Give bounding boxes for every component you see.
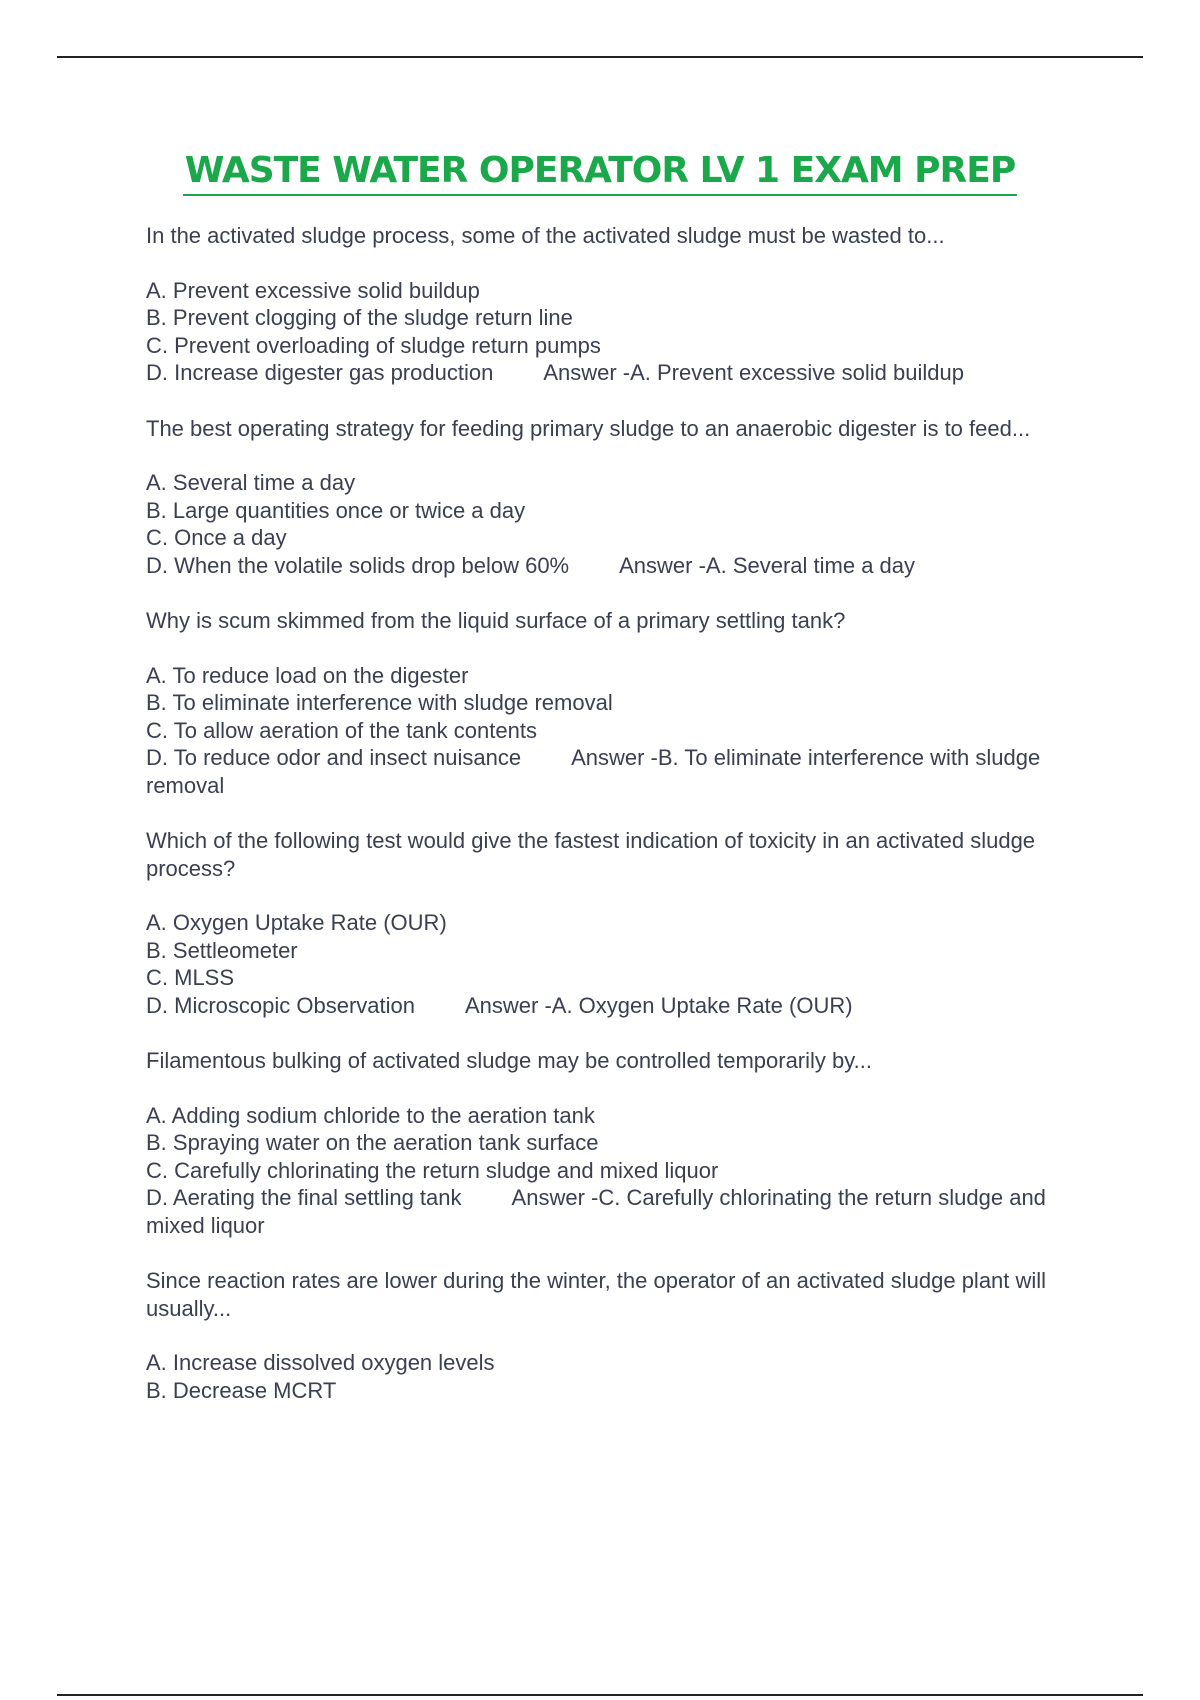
question-text: Since reaction rates are lower during the winter, the operator of an activated sludge plant will usually... — [146, 1268, 1047, 1321]
bottom-rule — [57, 1694, 1143, 1696]
option-d-line — [146, 552, 1096, 580]
option-b: B. Large quantities once or twice a day — [146, 497, 526, 523]
option-d: D. Increase digester gas production — [146, 360, 494, 385]
answer-text: Answer -A. Oxygen Uptake Rate (OUR) — [464, 992, 853, 1018]
question-text: The best operating strategy for feeding primary sludge to an anaerobic digester is to feed... — [146, 415, 1031, 441]
option-b: B. Decrease MCRT — [146, 1377, 337, 1403]
question-block — [146, 415, 1096, 580]
option-d: D. To reduce odor and insect nuisance — [146, 745, 522, 770]
option-b: B. Spraying water on the aeration tank surface — [146, 1130, 599, 1155]
option-c: C. MLSS — [146, 965, 235, 990]
option-a: A. Several time a day — [146, 470, 356, 495]
question-block — [146, 827, 1096, 1019]
option-b: B. Settleometer — [146, 937, 298, 963]
question-block — [146, 1047, 1096, 1239]
question-block — [146, 607, 1096, 799]
page-title-text: WASTE WATER OPERATOR LV 1 EXAM PREP — [183, 148, 1018, 196]
question-text: Why is scum skimmed from the liquid surface of a primary settling tank? — [146, 608, 846, 633]
option-d: D. Microscopic Observation — [146, 992, 415, 1018]
option-c: C. Carefully chlorinating the return sludge and mixed liquor — [146, 1157, 719, 1183]
question-text: Filamentous bulking of activated sludge may be controlled temporarily by... — [146, 1048, 872, 1073]
question-text: Which of the following test would give the fastest indication of toxicity in an activated sludge process? — [146, 828, 1036, 881]
option-b: B. Prevent clogging of the sludge return line — [146, 305, 573, 330]
option-d-line — [146, 359, 1096, 387]
page-title — [0, 148, 1200, 196]
top-rule — [57, 56, 1143, 58]
option-d-line — [146, 992, 1096, 1020]
answer-text: Answer -C. Carefully chlorinating the return sludge and mixed liquor — [146, 1185, 1046, 1238]
option-b: B. To eliminate interference with sludge removal — [146, 690, 613, 715]
option-c: C. To allow aeration of the tank contents — [146, 717, 537, 743]
option-c: C. Prevent overloading of sludge return pumps — [146, 332, 601, 358]
option-d: D. Aerating the final settling tank — [146, 1185, 462, 1210]
option-a: A. Prevent excessive solid buildup — [146, 277, 480, 303]
option-c: C. Once a day — [146, 525, 287, 550]
option-a: A. To reduce load on the digester — [146, 662, 469, 688]
option-d: D. When the volatile solids drop below 60% — [146, 552, 570, 578]
answer-text: Answer -B. To eliminate interference with sludge removal — [146, 745, 1041, 798]
answer-text: Answer -A. Several time a day — [619, 552, 916, 578]
option-a: A. Increase dissolved oxygen levels — [146, 1350, 495, 1375]
answer-text: Answer -A. Prevent excessive solid buildup — [543, 360, 964, 385]
option-a: A. Adding sodium chloride to the aeration tank — [146, 1102, 595, 1128]
question-text: In the activated sludge process, some of the activated sludge must be wasted to... — [146, 223, 945, 248]
question-list — [146, 222, 1096, 1432]
option-a: A. Oxygen Uptake Rate (OUR) — [146, 910, 447, 935]
question-block — [146, 222, 1096, 387]
question-block — [146, 1267, 1096, 1404]
option-d-line — [146, 1184, 1096, 1239]
option-d-line — [146, 744, 1096, 799]
